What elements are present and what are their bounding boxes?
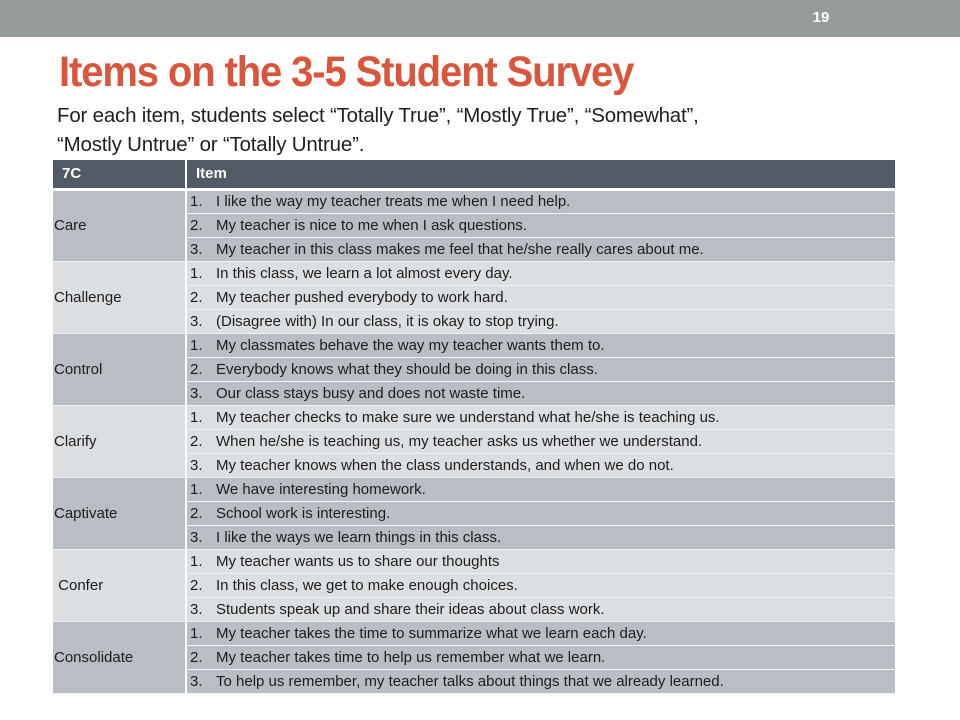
item-cell	[186, 237, 895, 261]
item-number: 2.	[190, 432, 203, 450]
subtitle-line-2: “Mostly Untrue” or “Totally Untrue”.	[57, 133, 365, 156]
item-cell	[186, 357, 895, 381]
item-cell	[186, 549, 895, 573]
category-label: Captivate	[54, 504, 118, 522]
item-number: 3.	[190, 456, 203, 474]
table-row	[53, 549, 895, 573]
item-cell	[186, 645, 895, 669]
item-text: My teacher is nice to me when I ask questions.	[216, 216, 527, 234]
item-text: Our class stays busy and does not waste time.	[216, 384, 526, 402]
category-cell	[53, 333, 186, 405]
table-row	[53, 189, 895, 213]
item-number: 3.	[190, 528, 203, 546]
survey-items-table	[53, 160, 895, 694]
item-number: 2.	[190, 360, 203, 378]
category-label: Challenge	[54, 288, 122, 306]
item-number: 1.	[190, 193, 203, 210]
item-cell	[186, 261, 895, 285]
item-number: 2.	[190, 288, 203, 306]
table-row	[53, 621, 895, 645]
item-number: 3.	[190, 384, 203, 402]
item-cell	[186, 309, 895, 333]
item-cell	[186, 189, 895, 213]
category-label: Care	[54, 217, 87, 234]
item-number: 1.	[190, 624, 203, 642]
item-text: When he/she is teaching us, my teacher asks us whether we understand.	[216, 432, 703, 450]
item-cell	[186, 477, 895, 501]
item-text: In this class, we learn a lot almost every day.	[216, 264, 513, 282]
item-number: 3.	[190, 672, 203, 690]
item-text: School work is interesting.	[216, 504, 391, 522]
item-text: We have interesting homework.	[216, 480, 426, 498]
item-cell	[186, 573, 895, 597]
category-cell	[53, 261, 186, 333]
item-text: My teacher wants us to share our thoughts	[216, 552, 500, 570]
item-cell	[186, 597, 895, 621]
category-cell	[53, 477, 186, 549]
column-header-item: Item	[186, 160, 895, 189]
item-number: 1.	[190, 264, 203, 282]
subtitle-line-1: For each item, students select “Totally True”, “Mostly True”, “Somewhat”,	[57, 104, 699, 127]
item-cell	[186, 429, 895, 453]
item-cell	[186, 453, 895, 477]
item-text: (Disagree with) In our class, it is okay to stop trying.	[216, 312, 559, 330]
table-row	[53, 261, 895, 285]
item-text: My teacher takes time to help us remember what we learn.	[216, 648, 606, 666]
item-cell	[186, 213, 895, 237]
item-number: 1.	[190, 336, 203, 354]
item-text: I like the way my teacher treats me when I need help.	[216, 193, 571, 210]
category-cell	[53, 189, 186, 261]
category-cell	[53, 405, 186, 477]
item-text: My classmates behave the way my teacher wants them to.	[216, 336, 605, 354]
item-number: 2.	[190, 576, 203, 594]
slide-title: Items on the 3-5 Student Survey	[59, 48, 634, 96]
category-label: Confer	[54, 576, 104, 594]
item-text: To help us remember, my teacher talks about things that we already learned.	[216, 672, 724, 690]
item-number: 1.	[190, 552, 203, 570]
item-number: 3.	[190, 600, 203, 618]
item-number: 2.	[190, 648, 203, 666]
item-text: My teacher pushed everybody to work hard.	[216, 288, 508, 306]
category-label: Clarify	[54, 432, 97, 450]
item-cell	[186, 405, 895, 429]
category-label: Consolidate	[54, 648, 134, 666]
item-text: Everybody knows what they should be doing in this class.	[216, 360, 598, 378]
item-cell	[186, 285, 895, 309]
item-number: 3.	[190, 240, 203, 258]
item-cell	[186, 333, 895, 357]
item-cell	[186, 501, 895, 525]
item-text: I like the ways we learn things in this class.	[216, 528, 502, 546]
item-text: My teacher in this class makes me feel that he/she really cares about me.	[216, 240, 704, 258]
slide-number: 19	[812, 9, 830, 26]
item-text: My teacher checks to make sure we understand what he/she is teaching us.	[216, 408, 720, 426]
top-bar	[0, 0, 960, 37]
table-row	[53, 333, 895, 357]
item-cell	[186, 621, 895, 645]
slide-subtitle	[57, 101, 917, 159]
table-header-row	[53, 160, 895, 189]
table-body	[53, 189, 895, 693]
item-text: My teacher takes the time to summarize what we learn each day.	[216, 624, 647, 642]
item-number: 2.	[190, 216, 203, 234]
item-cell	[186, 669, 895, 693]
item-number: 3.	[190, 312, 203, 330]
item-cell	[186, 525, 895, 549]
item-text: My teacher knows when the class understands, and when we do not.	[216, 456, 674, 474]
item-number: 1.	[190, 480, 203, 498]
item-text: In this class, we get to make enough choices.	[216, 576, 518, 594]
column-header-7c: 7C	[53, 160, 186, 189]
category-cell	[53, 621, 186, 693]
category-cell	[53, 549, 186, 621]
table-row	[53, 405, 895, 429]
category-label: Control	[54, 360, 103, 378]
item-text: Students speak up and share their ideas about class work.	[216, 600, 605, 618]
table-row	[53, 477, 895, 501]
item-number: 2.	[190, 504, 203, 522]
item-number: 1.	[190, 408, 203, 426]
item-cell	[186, 381, 895, 405]
